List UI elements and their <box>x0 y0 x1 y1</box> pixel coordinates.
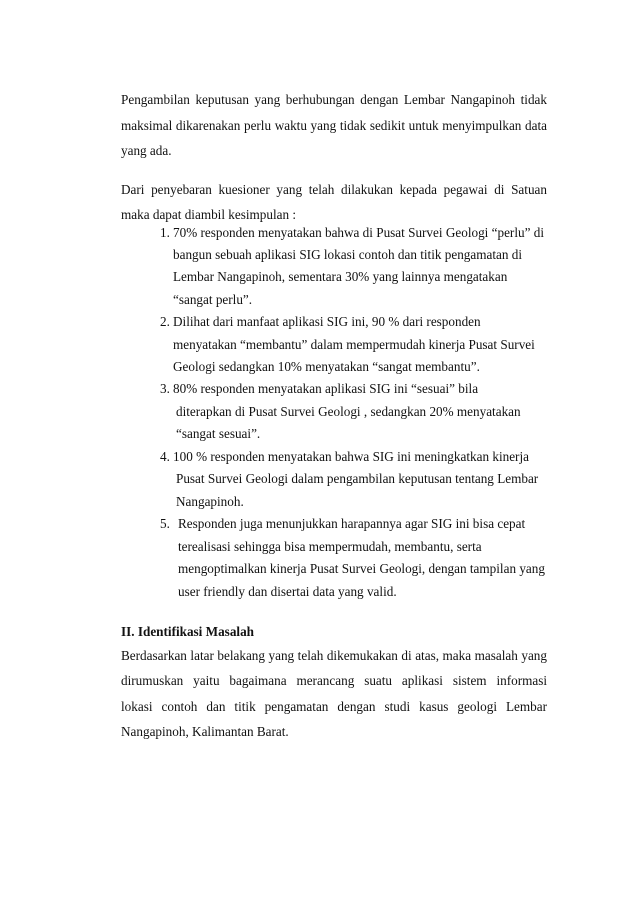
list-item-5-number: 5. <box>160 516 170 531</box>
list-item-2-number: 2. <box>160 314 170 329</box>
list-item-4-line-2: Pusat Survei Geologi dalam pengambilan keputusan tentang Lembar <box>176 471 539 486</box>
section-line-1: Berdasarkan latar belakang yang telah dikemukakan di atas, maka masalah yang <box>121 648 547 663</box>
list-item-1-number: 1. <box>160 225 170 240</box>
list-item-2-line-1: Dilihat dari manfaat aplikasi SIG ini, 90 % dari responden <box>173 314 481 329</box>
list-item-2-line-3: Geologi sedangkan 10% menyatakan “sangat membantu”. <box>173 359 480 374</box>
list-item-5-line-3: mengoptimalkan kinerja Pusat Survei Geologi, dengan tampilan yang <box>178 561 545 576</box>
list-item-1-line-3: Lembar Nangapinoh, sementara 30% yang lainnya mengatakan <box>173 269 508 284</box>
paragraph2-line-2: maka dapat diambil kesimpulan : <box>121 207 297 222</box>
list-item-3-number: 3. <box>160 381 170 396</box>
list-item-4-line-1: 100 % responden menyatakan bahwa SIG ini meningkatkan kinerja <box>173 449 529 464</box>
section-line-4: Nangapinoh, Kalimantan Barat. <box>121 724 289 739</box>
list-item-5-line-2: terealisasi sehingga bisa mempermudah, membantu, serta <box>178 539 482 554</box>
list-item-3-line-2: diterapkan di Pusat Survei Geologi , sedangkan 20% menyatakan <box>176 404 521 419</box>
paragraph1-line-3: yang ada. <box>121 143 172 158</box>
list-item-1-line-4: “sangat perlu”. <box>173 292 253 307</box>
paragraph2-line-1: Dari penyebaran kuesioner yang telah dilakukan kepada pegawai di Satuan <box>121 182 547 197</box>
list-item-5-line-4: user friendly dan disertai data yang valid. <box>178 584 397 599</box>
list-item-4-line-3: Nangapinoh. <box>176 494 244 509</box>
list-item-4-number: 4. <box>160 449 170 464</box>
list-item-2-line-2: menyatakan “membantu” dalam mempermudah kinerja Pusat Survei <box>173 337 535 352</box>
list-item-1-line-2: bangun sebuah aplikasi SIG lokasi contoh dan titik pengamatan di <box>173 247 523 262</box>
section-heading: II. Identifikasi Masalah <box>121 624 255 639</box>
paragraph1-line-1: Pengambilan keputusan yang berhubungan dengan Lembar Nangapinoh tidak <box>121 92 547 107</box>
paragraph1-line-2: maksimal dikarenakan perlu waktu yang tidak sedikit untuk menyimpulkan data <box>121 118 547 133</box>
list-item-3-line-1: 80% responden menyatakan aplikasi SIG ini “sesuai” bila <box>173 381 479 396</box>
section-line-3: lokasi contoh dan titik pengamatan dengan studi kasus geologi Lembar <box>121 699 547 714</box>
list-item-1-line-1: 70% responden menyatakan bahwa di Pusat Survei Geologi “perlu” di <box>173 225 544 240</box>
list-item-5-line-1: Responden juga menunjukkan harapannya agar SIG ini bisa cepat <box>178 516 526 531</box>
section-line-2: dirumuskan yaitu bagaimana merancang suatu aplikasi sistem informasi <box>121 673 547 688</box>
list-item-3-line-3: “sangat sesuai”. <box>176 426 261 441</box>
